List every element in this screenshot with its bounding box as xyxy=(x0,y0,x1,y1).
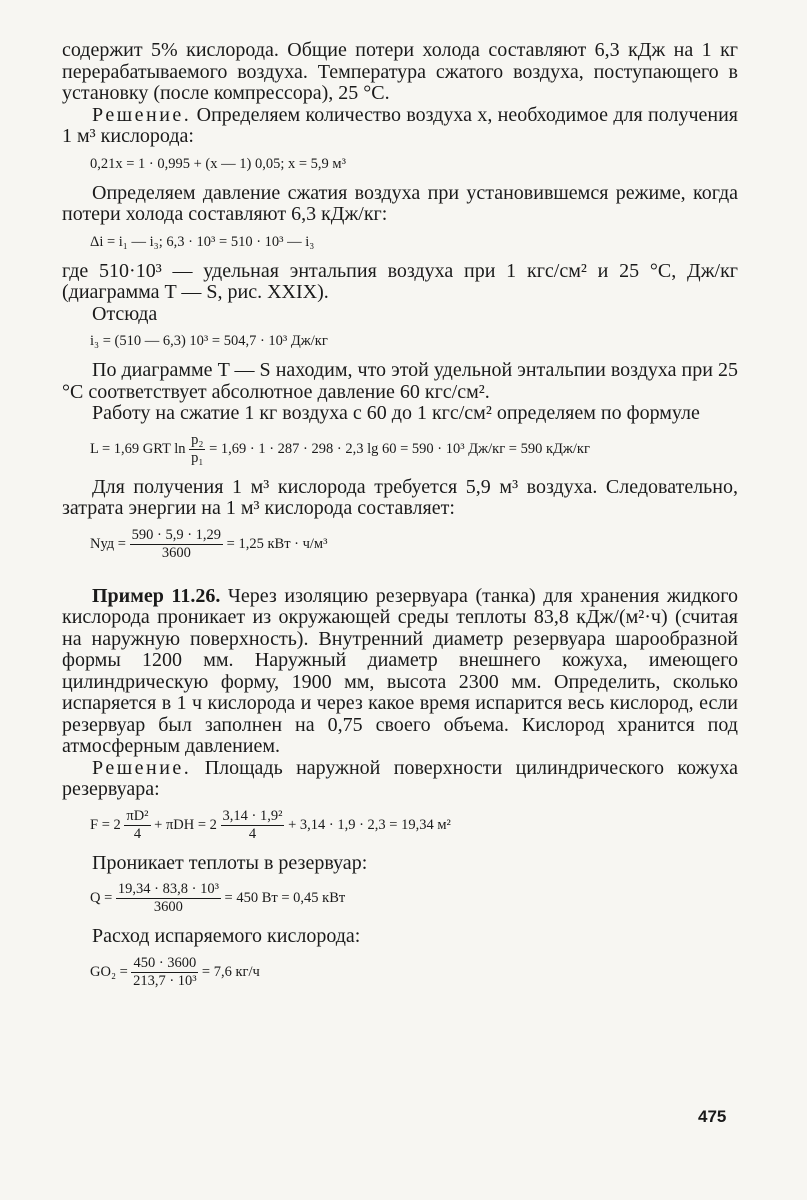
formula-oxygen-flow xyxy=(90,955,738,990)
formula-part: + πDH = 2 xyxy=(154,816,217,833)
numerator: 450 · 3600 xyxy=(133,954,197,971)
solution-label: Решение. xyxy=(92,756,192,779)
denominator: 213,7 · 10³ xyxy=(133,972,197,989)
formula-part: = 1,25 кВт · ч/м³ xyxy=(226,535,328,552)
paragraph: содержит 5% кислорода. Общие потери холода составляют 6,3 кДж на 1 кг перерабатываемого воздуха. Температура сжатого воздуха, поступающего в установку (после компрессора), 25 °C. xyxy=(62,39,738,104)
formula-part: = 1,69 · 1 · 287 · 298 · 2,3 lg 60 = 590 · 10³ Дж/кг = 590 кДж/кг xyxy=(209,440,590,457)
formula-part: L = 1,69 GRT ln xyxy=(90,440,186,457)
formula-work xyxy=(90,432,738,467)
fraction xyxy=(130,527,223,562)
page-number: 475 xyxy=(698,1107,727,1126)
formula-air-amount: 0,21x = 1 · 0,995 + (x — 1) 0,05; x = 5,9 м³ xyxy=(90,155,346,172)
formula-heat xyxy=(90,881,738,916)
numerator: p₂ xyxy=(191,431,204,448)
formula-part: GO₂ = xyxy=(90,963,128,980)
paragraph: Отсюда xyxy=(92,302,158,325)
paragraph-text: Определяем количество воздуха x, необходимое для получения 1 м³ кислорода: xyxy=(62,103,738,147)
paragraph: Определяем давление сжатия воздуха при установившемся режиме, когда потери холода составляют 6,3 кДж/кг: xyxy=(62,181,738,225)
formula-enthalpy: Δi = i₁ — i₃; 6,3 · 10³ = 510 · 10³ — i₃ xyxy=(90,233,315,250)
paragraph: Проникает теплоты в резервуар: xyxy=(92,851,368,874)
solution-paragraph xyxy=(62,758,738,801)
example-paragraph xyxy=(62,586,738,758)
fraction xyxy=(189,432,205,467)
paragraph: По диаграмме T — S находим, что этой удельной энтальпии воздуха при 25 °C соответствует абсолютное давление 60 кгс/см². xyxy=(62,359,738,403)
fraction xyxy=(221,808,285,843)
formula-part: + 3,14 · 1,9 · 2,3 = 19,34 м² xyxy=(288,816,451,833)
formula-area xyxy=(90,808,738,843)
fraction xyxy=(116,881,221,916)
formula-energy xyxy=(90,527,738,562)
formula-part: = 450 Вт = 0,45 кВт xyxy=(224,889,346,906)
denominator: 3600 xyxy=(153,899,183,915)
denominator: 4 xyxy=(133,825,142,842)
formula-part: Q = xyxy=(90,889,113,906)
denominator: p₁ xyxy=(191,449,204,466)
fraction xyxy=(124,808,150,843)
formula-part: Nуд = xyxy=(90,535,126,552)
paragraph-text: Через изоляцию резервуара (танка) для хранения жидкого кислорода проникает из окружающей среды теплоты 83,8 кДж/(м²·ч) (считая на наружную поверхность). Внутренний диаметр резервуара шарообразной формы 1200 мм. Наружный диаметр внешнего кожуха, имеющего цилиндрическую форму, 1900 мм, высота 2300 мм. Определить, сколько испаряется в 1 ч кислорода и через какое время испарится весь кислород, если резервуар был заполнен на 0,75 своего объема. Кислород хранится под атмосферным давлением. xyxy=(62,584,738,757)
formula-part: = 7,6 кг/ч xyxy=(201,963,260,980)
example-title: Пример 11.26. xyxy=(92,584,221,607)
denominator: 4 xyxy=(248,825,257,842)
formula-part: F = 2 xyxy=(90,816,121,833)
fraction xyxy=(131,955,198,990)
numerator: πD² xyxy=(126,807,149,824)
numerator: 19,34 · 83,8 · 10³ xyxy=(117,881,219,897)
numerator: 3,14 · 1,9² xyxy=(222,807,283,824)
denominator: 3600 xyxy=(161,544,191,561)
formula-i3: i₃ = (510 — 6,3) 10³ = 504,7 · 10³ Дж/кг xyxy=(90,333,328,349)
paragraph-text: Площадь наружной поверхности цилиндрического кожуха резервуара: xyxy=(62,756,738,800)
solution-paragraph xyxy=(62,105,738,148)
numerator: 590 · 5,9 · 1,29 xyxy=(131,526,222,543)
page-content xyxy=(62,40,738,1000)
paragraph: Расход испаряемого кислорода: xyxy=(92,925,361,947)
paragraph: Работу на сжатие 1 кг воздуха с 60 до 1 кгс/см² определяем по формуле xyxy=(92,402,700,424)
paragraph: где 510·10³ — удельная энтальпия воздуха при 1 кгс/см² и 25 °C, Дж/кг (диаграмма T — S, рис. XXIX). xyxy=(62,259,738,303)
solution-label: Решение. xyxy=(92,103,192,126)
paragraph: Для получения 1 м³ кислорода требуется 5,9 м³ воздуха. Следовательно, затрата энергии на 1 м³ кислорода составляет: xyxy=(62,475,738,519)
